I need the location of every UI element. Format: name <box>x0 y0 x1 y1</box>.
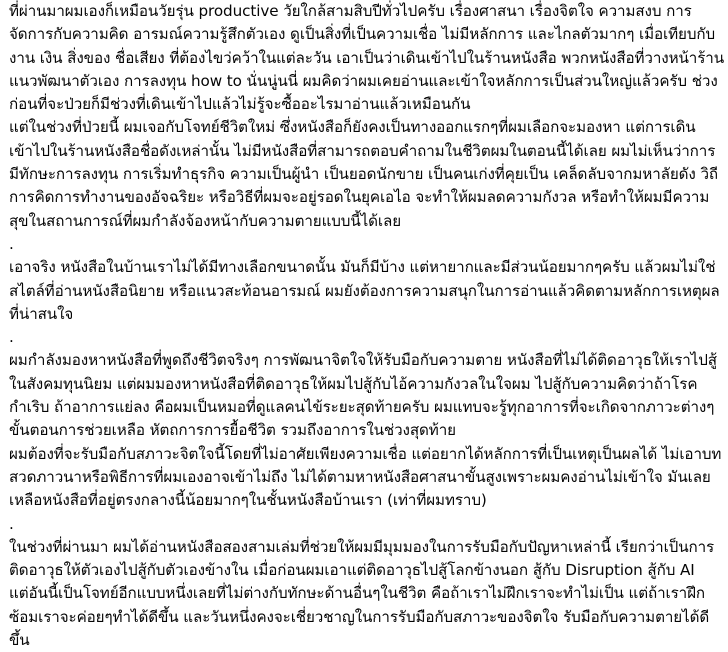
separator-dot: . <box>9 328 14 347</box>
separator-dot: . <box>9 234 14 253</box>
paragraph-conclusion: ในช่วงที่ผ่านมา ผมได้อ่านหนังสือสองสามเล่มที่ช่วยให้ผมมีมุมมองในการรับมือกับปัญหาเหล่านี้ เรียกว่าเป็นการติดอาวุธให้ตัวเองไปสู้กับตัวเองข้างใน เมื่อก่อนผมเอาแต่ติดอาวุธไปสู้โลกข้างนอก สู้กับ Disruption สู้กับ AI แต่อันนี้เป็นโจทย์อีกแบบหนึ่งเลยที่ไม่ต่างกับทักษะด้านอื่นๆในชีวิต คือถ้าเราไม่ฝึกเราจะทำไม่เป็น แต่ถ้าเราฝึกซ้อมเราจะค่อยๆทำได้ดีขึ้น และวันหนึ่งคงจะเชี่ยวชาญในการรับมือกับสภาวะของจิตใจ รับมือกับความตายได้ดีขึ้น <box>9 537 715 650</box>
paragraph-intro: ที่ผ่านมาผมเองก็เหมือนวัยรุ่น productive วัยใกล้สามสิบปีทั่วไปครับ เรื่องศาสนา เรื่องจิตใจ ความสงบ การจัดการกับความคิด อารมณ์ความรู้สึกตัวเอง ดูเป็นสิ่งที่เป็นความเชื่อ ไม่มีหลักการ และไกลตัวมากๆ เมื่อเทียบกับ งาน เงิน สิ่งของ ชื่อเสียง ที่ต้องไขว่คว้าในแต่ละวัน เอาเป็นว่าเดินเข้าไปในร้านหนังสือ พวกหนังสือที่วางหน้าร้านแนวพัฒนาตัวเอง การลงทุน how to นั่นนู่นนี่ ผมคิดว่าผมเคยอ่านและเข้าใจหลักการเป็นส่วนใหญ่แล้วครับ ช่วงก่อนที่จะป่วยก็มีช่วงที่เดินเข้าไปแล้วไม่รู้จะซื้ออะไรมาอ่านแล้วเหมือนกัน แต่ในช่วงที่ป่วยนี้ ผมเจอกับโจทย์ชีวิตใหม่ ซึ่งหนังสือก็ยังคงเป็นทางออกแรกๆที่ผมเลือกจะมองหา แต่การเดินเข้าไปในร้านหนังสือชื่อดังเหล่านั้น ไม่มีหนังสือที่สามารถตอบคำถามในชีวิตผมในตอนนี้ได้เลย ผมไม่เห็นว่าการมีทักษะการลงทุน การเริ่มทำธุรกิจ ความเป็นผู้นำ เป็นยอดนักขาย เป็นคนเก่งที่คุยเป็น เคล็ดลับจากมหาลัยดัง วิถีการคิดการทำงานของอัจฉริยะ หรือวิธีที่ผมจะอยู่รอดในยุคเอไอ จะทำให้ผมลดความกังวล หรือทำให้ผมมีความสุขในสถานการณ์ที่ผมกำลังจ้องหน้ากับความตายแบบนี้ได้เลย <box>9 2 724 230</box>
paragraph-search: ผมกำลังมองหาหนังสือที่พูดถึงชีวิตจริงๆ การพัฒนาจิตใจให้รับมือกับความตาย หนังสือที่ไม่ได้ติดอาวุธให้เราไปสู้ในสังคมทุนนิยม แต่ผมมองหาหนังสือที่ติดอาวุธให้ผมไปสู้กับไอ้ความกังวลในใจผม ไปสู้กับความคิดว่าถ้าโรคกำเริบ ถ้าอาการแย่ลง คือผมเป็นหมอที่ดูแลคนไข้ระยะสุดท้ายครับ ผมแทบจะรู้ทุกอาการที่จะเกิดจากภาวะต่างๆ ขั้นตอนการช่วยเหลือ หัตถการการยื้อชีวิต รวมถึงอาการในช่วงสุดท้าย ผมต้องที่จะรับมือกับสภาวะจิตใจนี้โดยที่ไม่อาศัยเพียงความเชื่อ แต่อยากได้หลักการที่เป็นเหตุเป็นผลได้ ไม่เอาบทสวดภาวนาหรือพิธีการที่ผมเองอาจเข้าไม่ถึง ไม่ได้ตามหาหนังสือศาสนาขั้นสูงเพราะผมคงอ่านไม่เข้าใจ มันเลยเหลือหนังสือที่อยู่ตรงกลางนี้น้อยมากๆในชั้นหนังสือบ้านเรา (เท่าที่ผมทราบ) <box>9 351 722 510</box>
separator-dot: . <box>9 514 14 533</box>
paragraph-books: เอาจริง หนังสือในบ้านเราไม่ได้มีทางเลือกขนาดนั้น มันก็มีบ้าง แต่หายากและมีส่วนน้อยมากๆครับ แล้วผมไม่ใช่สไตล์ที่อ่านหนังสือนิยาย หรือแนวสะท้อนอารมณ์ ผมยังต้องการความสนุกในการอ่านแล้วคิดตามหลักการเหตุผลที่น่าสนใจ <box>9 258 720 323</box>
